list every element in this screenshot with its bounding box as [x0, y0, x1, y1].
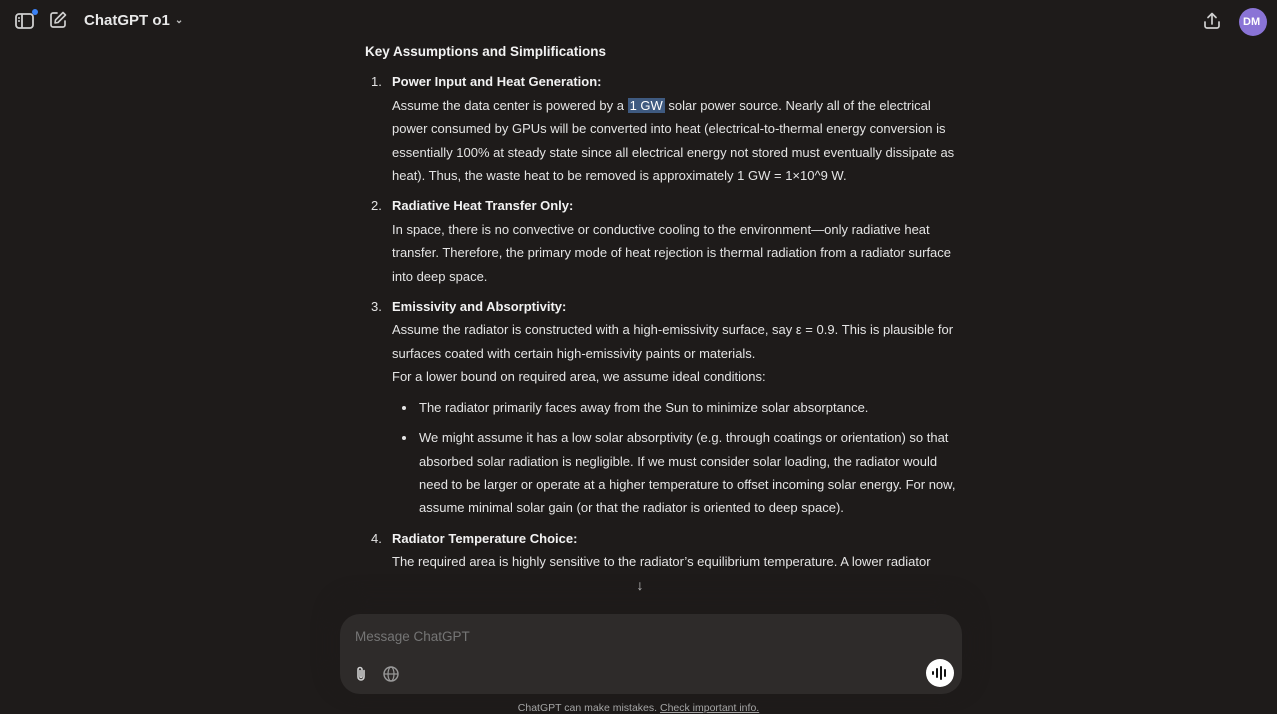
item-body: The required area is highly sensitive to the radiator’s equilibrium temperature. A lower radiator [392, 554, 931, 570]
avatar[interactable] [1239, 8, 1267, 36]
paperclip-icon [352, 665, 370, 683]
item-title: Radiative Heat Transfer Only: [392, 198, 574, 214]
compose-icon [48, 10, 68, 30]
composer [340, 614, 962, 694]
check-info-link[interactable]: Check important info. [659, 702, 760, 714]
item-body: Assume the radiator is constructed with a high-emissivity surface, say ε = 0.9. This is plausible for surfaces coated with certain high-emissivity paints or materials. [392, 322, 954, 361]
list-item [365, 295, 965, 520]
new-chat-button[interactable] [47, 9, 69, 31]
model-selector[interactable] [84, 12, 183, 29]
body-text: solar power source. Nearly all of the electrical power consumed by GPUs will be converted into heat (electrical-to-thermal energy conversion is essentially 100% at steady state since all electrical energy not stored must eventually dissipate as heat). Thus, the waste heat to be removed is approximately 1 GW = 1×10^9 W. [392, 97, 955, 184]
list-number: 4. [371, 530, 382, 546]
bullet-text: We might assume it has a low solar absorptivity (e.g. through coatings or orientation) so that absorbed solar radiation is negligible. If we must consider solar loading, the radiator would need to be larger or operate at a higher temperature to offset incoming solar energy. For now, assume minimal solar gain (or that the radiator is oriented to deep space). [419, 430, 956, 516]
bullet-dot [402, 436, 406, 440]
list-number: 1. [371, 74, 382, 90]
assumption-list [365, 70, 965, 573]
message-input[interactable] [353, 628, 917, 645]
highlighted-text: 1 GW [629, 97, 663, 113]
model-title: ChatGPT o1 [84, 12, 170, 29]
list-item [365, 70, 965, 187]
bullet-item [392, 396, 965, 419]
chevron-down-icon: ⌄ [174, 15, 184, 26]
globe-icon [382, 665, 400, 683]
sidebar-toggle-button[interactable] [13, 10, 37, 32]
attach-button[interactable] [352, 665, 370, 683]
disclaimer-text: ChatGPT can make mistakes. [517, 702, 660, 714]
item-title: Power Input and Heat Generation: [392, 74, 602, 90]
list-item [365, 527, 965, 574]
list-number: 3. [371, 299, 382, 315]
share-icon [1202, 11, 1222, 31]
item-body: For a lower bound on required area, we assume ideal conditions: [392, 369, 766, 385]
top-bar [0, 0, 1261, 44]
assistant-message [365, 40, 965, 581]
bullet-item [392, 426, 965, 520]
list-number: 2. [371, 198, 382, 214]
body-text: Assume the data center is powered by a [392, 97, 628, 113]
list-item [365, 194, 965, 288]
bullet-list [392, 396, 965, 520]
voice-mode-button[interactable] [926, 659, 954, 687]
voice-mode-icon [931, 666, 949, 680]
section-heading: Key Assumptions and Simplifications [365, 44, 607, 59]
share-button[interactable] [1200, 10, 1224, 32]
item-body [392, 94, 965, 188]
arrow-down-icon: ↓ [636, 577, 644, 593]
scroll-to-bottom-button[interactable] [630, 575, 650, 595]
search-web-button[interactable] [382, 665, 400, 683]
item-body: In space, there is no convective or conductive cooling to the environment—only radiative heat transfer. Therefore, the primary mode of heat rejection is thermal radiation from a radiator surface into deep space. [392, 221, 952, 284]
item-title: Emissivity and Absorptivity: [392, 299, 567, 315]
item-title: Radiator Temperature Choice: [392, 530, 578, 546]
bullet-text: The radiator primarily faces away from the Sun to minimize solar absorptance. [419, 399, 869, 415]
notification-dot [32, 9, 38, 15]
disclaimer [0, 702, 1277, 714]
avatar-initials: DM [1243, 16, 1261, 28]
bullet-dot [402, 406, 406, 410]
